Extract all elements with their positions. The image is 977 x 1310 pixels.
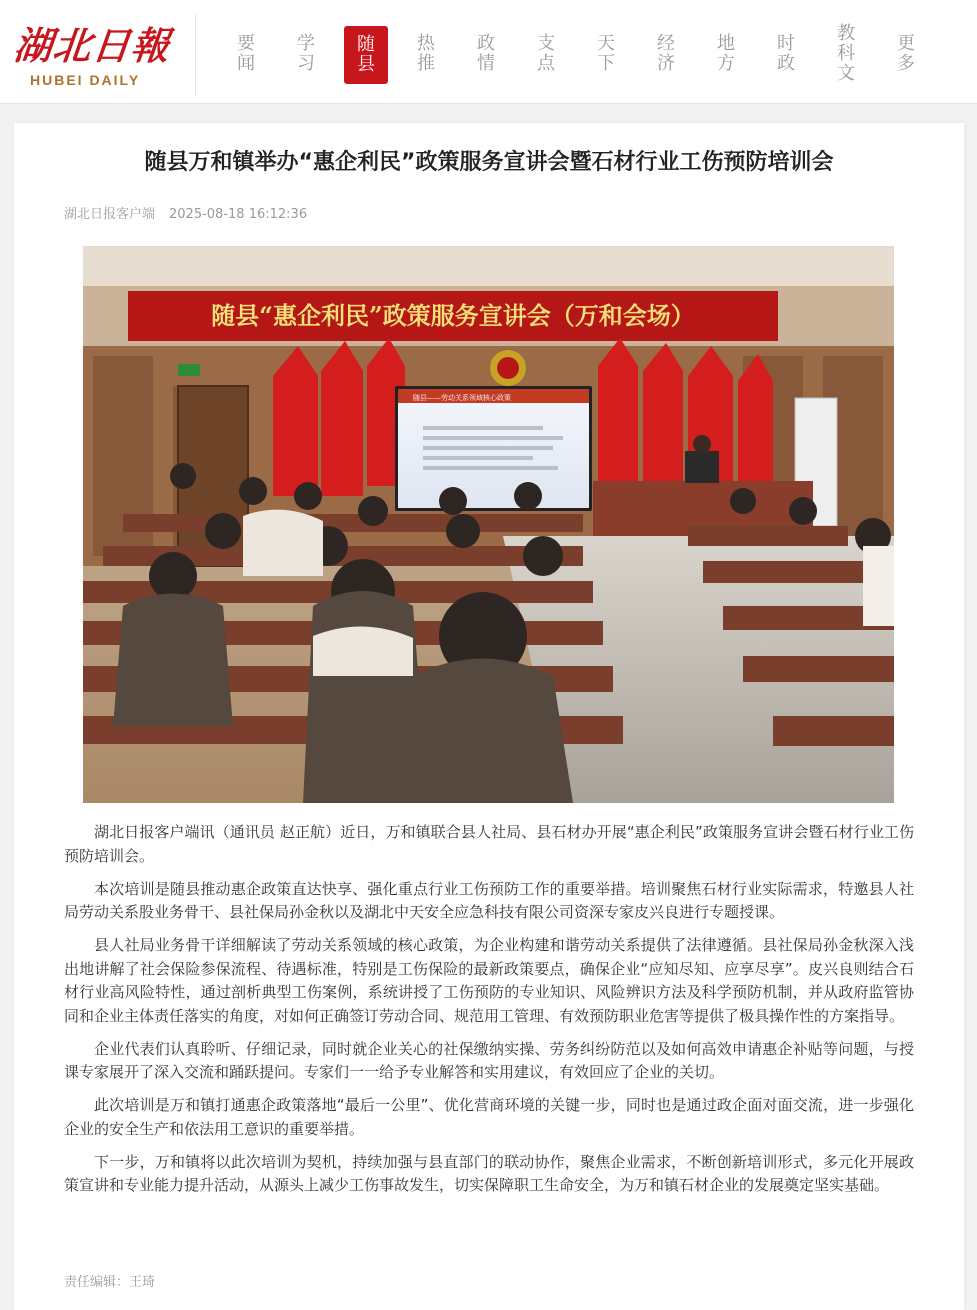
article-meta bbox=[64, 203, 307, 222]
photo-banner-text: 随县“惠企利民”政策服务宣讲会（万和会场） bbox=[211, 301, 695, 330]
logo-english-text: HUBEI DAILY bbox=[30, 72, 141, 88]
article-paragraph: 下一步，万和镇将以此次培训为契机，持续加强与县直部门的联动协作，聚焦企业需求，不断创新培训形式，多元化开展政策宣讲和专业能力提升活动，从源头上减少工伤事故发生，切实保障职工生命安全，为万和镇石材企业的发展奠定坚实基础。 bbox=[64, 1152, 914, 1194]
nav-item-suixian[interactable]: 随县 bbox=[344, 26, 388, 84]
article-source: 湖北日报客户端 bbox=[64, 207, 156, 222]
nav-item-jiaokewen[interactable]: 教科文 bbox=[837, 23, 855, 84]
nav-item-shizheng[interactable]: 时政 bbox=[777, 33, 795, 74]
photo-screen-title: 随县——劳动关系领域核心政策 bbox=[413, 394, 511, 402]
article-editor: 责任编辑：王琦 bbox=[64, 1275, 156, 1290]
site-logo[interactable] bbox=[0, 14, 196, 96]
nav-item-tianxia[interactable]: 天下 bbox=[597, 33, 615, 74]
article-paragraph: 企业代表们认真聆听、仔细记录，同时就企业关心的社保缴纳实操、劳务纠纷防范以及如何高效申请惠企补贴等问题，与授课专家展开了深入交流和踊跃提问。专家们一一给予专业解答和实用建议，有效回应了企业的关切。 bbox=[64, 1039, 914, 1081]
article-paragraph: 湖北日报客户端讯（通讯员 赵正航）近日，万和镇联合县人社局、县石材办开展“惠企利民”政策服务宣讲会暨石材行业工伤预防培训会。 bbox=[64, 823, 914, 865]
article-photo bbox=[83, 246, 894, 803]
article-card bbox=[14, 123, 964, 1310]
article-paragraph: 本次培训是随县推动惠企政策直达快享、强化重点行业工伤预防工作的重要举措。培训聚焦石材行业实际需求，特邀县人社局劳动关系股业务骨干、县社保局孙金秋以及湖北中天安全应急科技有限公司资深专家皮兴良进行专题授课。 bbox=[64, 879, 914, 921]
nav-item-jingji[interactable]: 经济 bbox=[657, 33, 675, 74]
logo-chinese-text: 湖北日報 bbox=[11, 23, 173, 68]
nav-item-xuexi[interactable]: 学习 bbox=[297, 33, 315, 74]
nav-item-zhengqing[interactable]: 政情 bbox=[477, 33, 495, 74]
meeting-photo-illustration bbox=[83, 246, 894, 803]
nav-item-gengduo[interactable]: 更多 bbox=[897, 33, 915, 74]
article-body bbox=[64, 821, 914, 1207]
article-time: 2025-08-18 16:12:36 bbox=[169, 207, 308, 222]
article-paragraph: 此次培训是万和镇打通惠企政策落地“最后一公里”、优化营商环境的关键一步，同时也是通过政企面对面交流，进一步强化企业的安全生产和依法用工意识的重要举措。 bbox=[64, 1096, 914, 1138]
article-title: 随县万和镇举办“惠企利民”政策服务宣讲会暨石材行业工伤预防培训会 bbox=[144, 150, 834, 175]
nav-item-difang[interactable]: 地方 bbox=[717, 33, 735, 74]
site-header bbox=[0, 0, 977, 104]
article-paragraph: 县人社局业务骨干详细解读了劳动关系领域的核心政策，为企业构建和谐劳动关系提供了法律遵循。县社保局孙金秋深入浅出地讲解了社会保险参保流程、待遇标准，特别是工伤保险的最新政策要点，确保企业“应知尽知、应享尽享”。皮兴良则结合石材行业高风险特性，通过剖析典型工伤案例，系统讲授了工伤预防的专业知识、风险辨识方法及科学预防机制，并从政府监管协同和企业主体责任落实的角度，对如何正确签订劳动合同、规范用工管理、有效预防职业危害等提供了极具操作性的方案指导。 bbox=[64, 936, 914, 1025]
nav-item-zhidian[interactable]: 支点 bbox=[537, 33, 555, 74]
nav-item-yaowen[interactable]: 要闻 bbox=[237, 33, 255, 74]
nav-item-retui[interactable]: 热推 bbox=[417, 33, 435, 74]
